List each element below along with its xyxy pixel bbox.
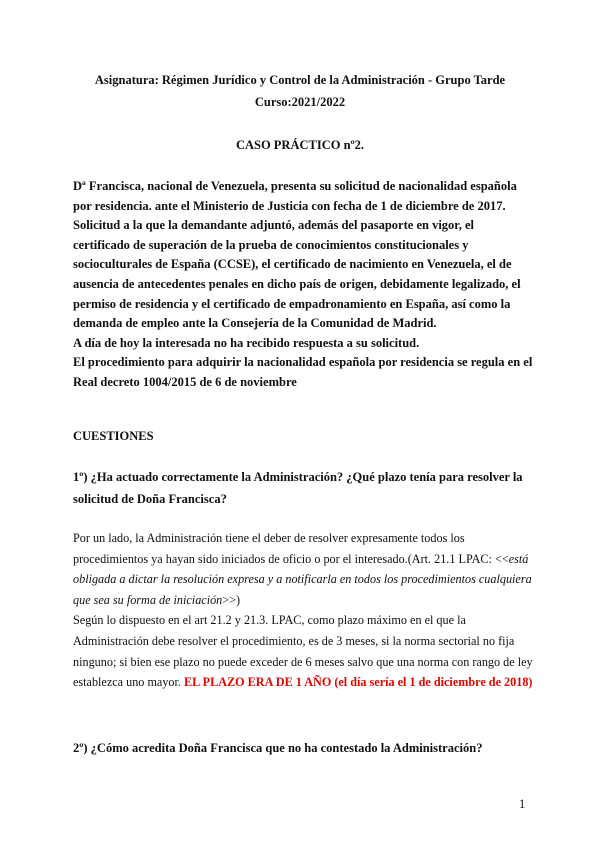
answer-1 [73,528,533,693]
course-year: Curso:2021/2022 [254,95,346,109]
answer-text: Según lo dispuesto en el art 21.2 y 21.3. LPAC, como plazo máximo en el que la Administración debe resolver el procedimiento, es de 3 meses, si la norma sectorial no fija ninguno; si bien ese plazo no puede exceder de 6 meses salvo que una norma con rango de ley establezca uno mayor. [73,613,533,690]
question-1: 1º) ¿Ha actuado correctamente la Administración? ¿Qué plazo tenía para resolver la solicitud de Doña Francisca? [73,470,523,506]
case-paragraph: Dª Francisca, nacional de Venezuela, presenta su solicitud de nacionalidad española por residencia. ante el Ministerio de Justicia con fecha de 1 de diciembre de 2017. Solicitud a la que la demandante adjuntó, además del pasaporte en vigor, el certificado de superación de la prueba de conocimientos constitucionales y socioculturales de España (CCSE), el certificado de nacimiento en Venezuela, el de ausencia de antecedentes penales en dicho país de origen, debidamente legalizado, el permiso de residencia y el certificado de empadronamiento en España, así como la demanda de empleo ante la Consejería de la Comunidad de Madrid. [73,179,521,331]
case-statement [73,177,533,393]
case-paragraph: A día de hoy la interesada no ha recibido respuesta a su solicitud. [73,335,420,350]
page-number: 1 [519,797,526,811]
case-paragraph: El procedimiento para adquirir la nacionalidad española por residencia se regula en el Real decreto 1004/2015 de 6 de noviembre [73,355,533,389]
questions-heading: CUESTIONES [73,429,154,443]
case-title: CASO PRÁCTICO nº2. [235,138,365,152]
answer-paragraph [73,610,533,692]
answer-text: >>) [222,592,241,607]
answer-text: Por un lado, la Administración tiene el deber de resolver expresamente todos los procedimientos ya hayan sido iniciados de oficio o por el interesado.(Art. 21.1 LPAC: << [73,531,509,566]
question-2: 2º) ¿Cómo acredita Doña Francisca que no ha contestado la Administración? [73,741,483,755]
course-title: Asignatura: Régimen Jurídico y Control de la Administración - Grupo Tarde [94,73,506,87]
legal-quote: está obligada a dictar la resolución expresa y a notificarla en todos los procedimientos cualquiera que sea su forma de iniciación [73,551,532,607]
answer-highlight: EL PLAZO ERA DE 1 AÑO (el día sería el 1 de diciembre de 2018) [184,675,533,690]
answer-paragraph [73,528,533,610]
